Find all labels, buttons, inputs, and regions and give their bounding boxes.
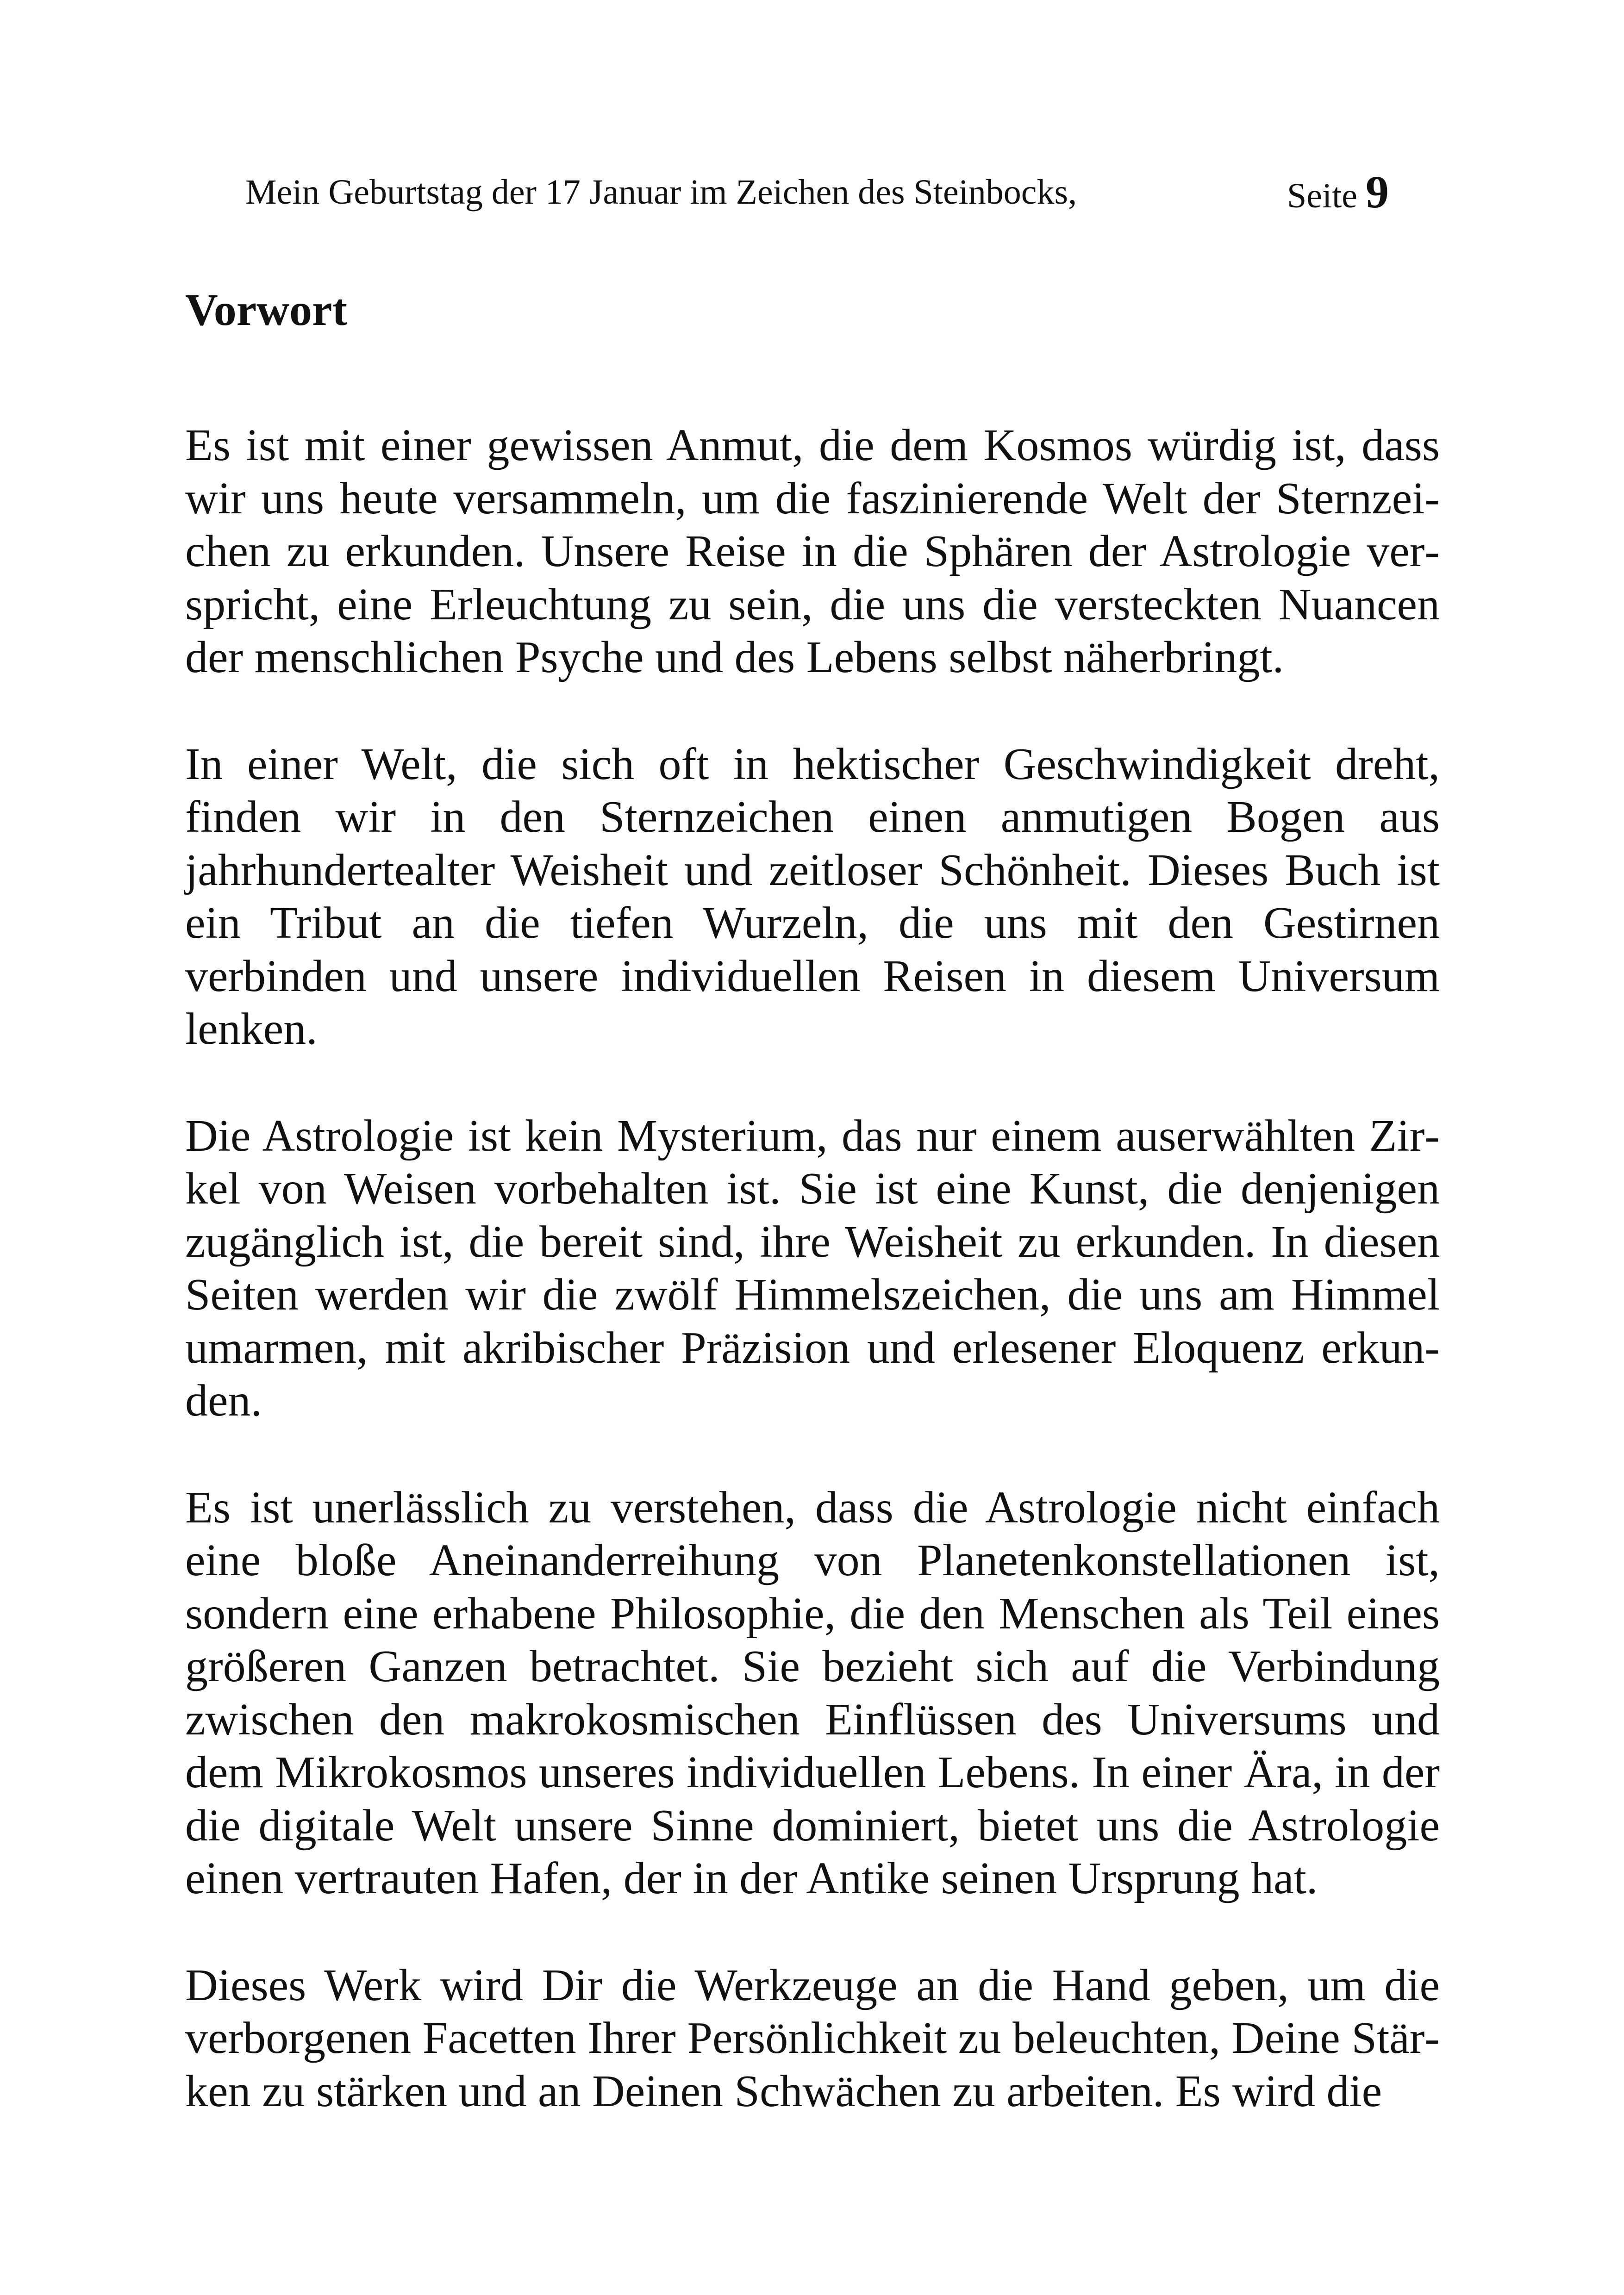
paragraph-5: Dieses Werk wird Dir die Werkzeuge an die Hand geben, um die verborgenen Facetten Ihrer Persönlichkeit zu beleuchten, Deine Stärken zu stärken und an Deinen Schwächen zu arbeiten. Es wird die xyxy=(185,1960,1440,2116)
paragraph-4: Es ist unerlässlich zu verstehen, dass die Astrologie nicht einfach eine bloße Aneinanderreihung von Planetenkonstellationen ist, sondern eine erhabene Philosophie, die den Menschen als Teil eines größeren Ganzen betrachtet. Sie bezieht sich auf die Verbindung zwischen den makrokosmischen Einflüssen des Universums und dem Mikrokosmos unseres individuellen Lebens. In einer Ära, in der die digitale Welt unsere Sinne dominiert, bietet uns die Astrologie einen vertrauten Hafen, der in der Antike seinen Ursprung hat. xyxy=(185,1482,1440,1903)
page-body xyxy=(185,278,1440,2118)
paragraph-2: In einer Welt, die sich oft in hektischer Geschwindigkeit dreht, finden wir in den Sternzeichen einen anmutigen Bogen aus jahrhundertealter Weisheit und zeitloser Schönheit. Dieses Buch ist ein Tribut an die tiefen Wurzeln, die uns mit den Gestirnen verbinden und unsere individuellen Reisen in diesem Universum lenken. xyxy=(185,739,1440,1054)
page-number: 9 xyxy=(1366,166,1389,218)
running-header xyxy=(245,160,1389,225)
running-header-title: Mein Geburtstag der 17 Januar im Zeichen des Steinbocks, xyxy=(245,173,1077,212)
paragraph-1: Es ist mit einer gewissen Anmut, die dem Kosmos würdig ist, dass wir uns heute versammeln, um die faszinierende Welt der Sternzeichen zu erkunden. Unsere Reise in die Sphären der Astrologie verspricht, eine Erleuchtung zu sein, die uns die versteckten Nuancen der menschlichen Psyche und des Lebens selbst näherbringt. xyxy=(185,420,1440,682)
section-heading: Vorwort xyxy=(185,285,348,335)
paragraph-3: Die Astrologie ist kein Mysterium, das nur einem auserwählten Zirkel von Weisen vorbehalten ist. Sie ist eine Kunst, die denjenigen zugänglich ist, die bereit sind, ihre Weisheit zu erkunden. In diesen Seiten werden wir die zwölf Himmelszeichen, die uns am Himmel umarmen, mit akribischer Präzision und erlesener Eloquenz erkunden. xyxy=(185,1110,1440,1426)
page-label: Seite xyxy=(1287,176,1357,215)
page-indicator xyxy=(1287,160,1389,228)
